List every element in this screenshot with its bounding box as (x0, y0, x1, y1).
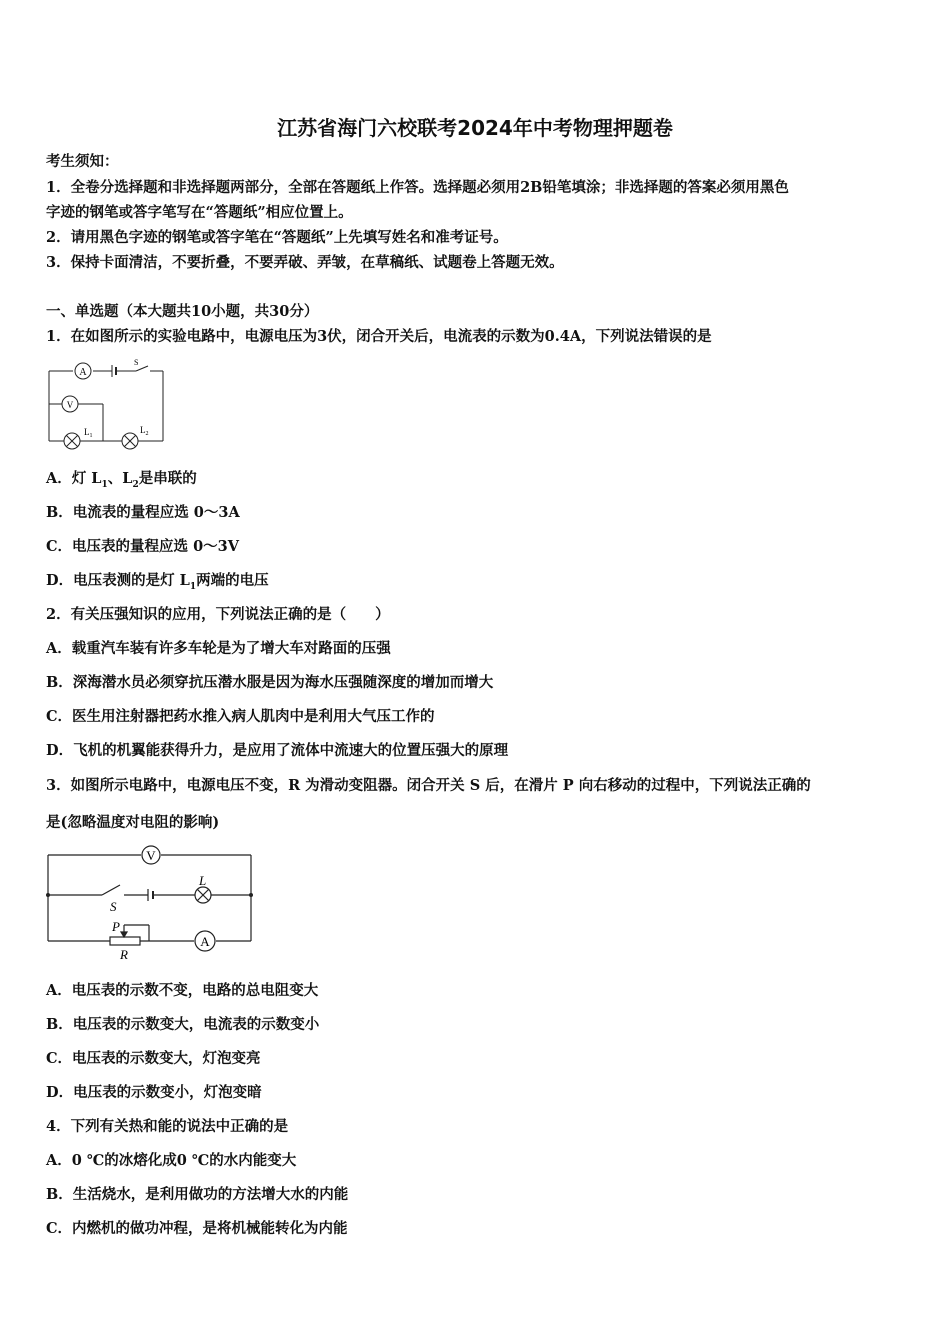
q1-circuit-figure (44, 355, 174, 450)
voltmeter-label: V (146, 848, 156, 863)
ammeter-label: A (200, 934, 210, 949)
section-heading: 一、单选题（本大题共10小题，共30分） (46, 303, 319, 320)
rheostat-label: R (120, 947, 128, 962)
lamp-icon (195, 887, 211, 903)
q4-option-a: A．0 ℃的冰熔化成0 ℃的水内能变大 (46, 1152, 297, 1169)
q2-option-d: D．飞机的机翼能获得升力，是应用了流体中流速大的位置压强大的原理 (46, 742, 509, 759)
q1-stem: 1．在如图所示的实验电路中，电源电压为3伏，闭合开关后，电流表的示数为0.4A，下列说法错误的是 (46, 328, 712, 345)
q3-stem-line1: 3．如图所示电路中，电源电压不变，R 为滑动变阻器。闭合开关 S 后，在滑片 P 向右移动的过程中，下列说法正确的 (46, 777, 811, 794)
notice-item-2: 2．请用黑色字迹的钢笔或答字笔在“答题纸”上先填写姓名和准考证号。 (46, 229, 508, 246)
q4-stem: 4．下列有关热和能的说法中正确的是 (46, 1118, 289, 1135)
q3-option-a: A．电压表的示数不变，电路的总电阻变大 (46, 982, 319, 999)
q4-option-b: B．生活烧水，是利用做功的方法增大水的内能 (46, 1186, 349, 1203)
q2-option-a: A．载重汽车装有许多车轮是为了增大车对路面的压强 (46, 640, 391, 657)
q1-option-b: B．电流表的量程应选 0～3A (46, 504, 240, 521)
q1-option-a: A．灯 $L_1$、$L_2$是串联的 (46, 470, 197, 490)
lamp1-icon (64, 433, 80, 449)
q3-stem-line2: 是(忽略温度对电阻的影响) (46, 814, 220, 831)
notice-item-1-cont: 字迹的钢笔或答字笔写在“答题纸”相应位置上。 (46, 204, 353, 221)
lamp2-label: $L_2$ (140, 425, 149, 437)
page-title: 江苏省海门六校联考2024年中考物理押题卷 (277, 116, 673, 140)
notice-heading: 考生须知： (46, 153, 119, 170)
q4-option-c: C．内燃机的做功冲程，是将机械能转化为内能 (46, 1220, 348, 1237)
q2-option-b: B．深海潜水员必须穿抗压潜水服是因为海水压强随深度的增加而增大 (46, 674, 494, 691)
q2-stem: 2．有关压强知识的应用，下列说法正确的是（ ） (46, 606, 390, 623)
q3-option-d: D．电压表的示数变小，灯泡变暗 (46, 1084, 262, 1101)
q3-option-b: B．电压表的示数变大，电流表的示数变小 (46, 1016, 320, 1033)
lamp-label: L (199, 873, 207, 888)
q2-option-c: C．医生用注射器把药水推入病人肌肉中是利用大气压工作的 (46, 708, 435, 725)
notice-item-1: 1．全卷分选择题和非选择题两部分，全部在答题纸上作答。选择题必须用2B铅笔填涂；非选择题的答案必须用黑色 (46, 179, 789, 196)
lamp2-icon (122, 433, 138, 449)
switch-label: S (134, 358, 139, 367)
q3-option-c: C．电压表的示数变大，灯泡变亮 (46, 1050, 261, 1067)
switch-label: S (110, 899, 117, 914)
voltmeter-label: V (66, 400, 74, 410)
q3-circuit-figure (44, 843, 259, 965)
q1-option-c: C．电压表的量程应选 0～3V (46, 538, 240, 555)
slider-label: P (112, 919, 120, 934)
ammeter-label: A (79, 367, 87, 378)
lamp1-label: $L_1$ (84, 427, 93, 439)
notice-item-3: 3．保持卡面清洁，不要折叠，不要弄破、弄皱，在草稿纸、试题卷上答题无效。 (46, 254, 564, 271)
q1-option-d: D．电压表测的是灯 $L_1$两端的电压 (46, 572, 269, 592)
